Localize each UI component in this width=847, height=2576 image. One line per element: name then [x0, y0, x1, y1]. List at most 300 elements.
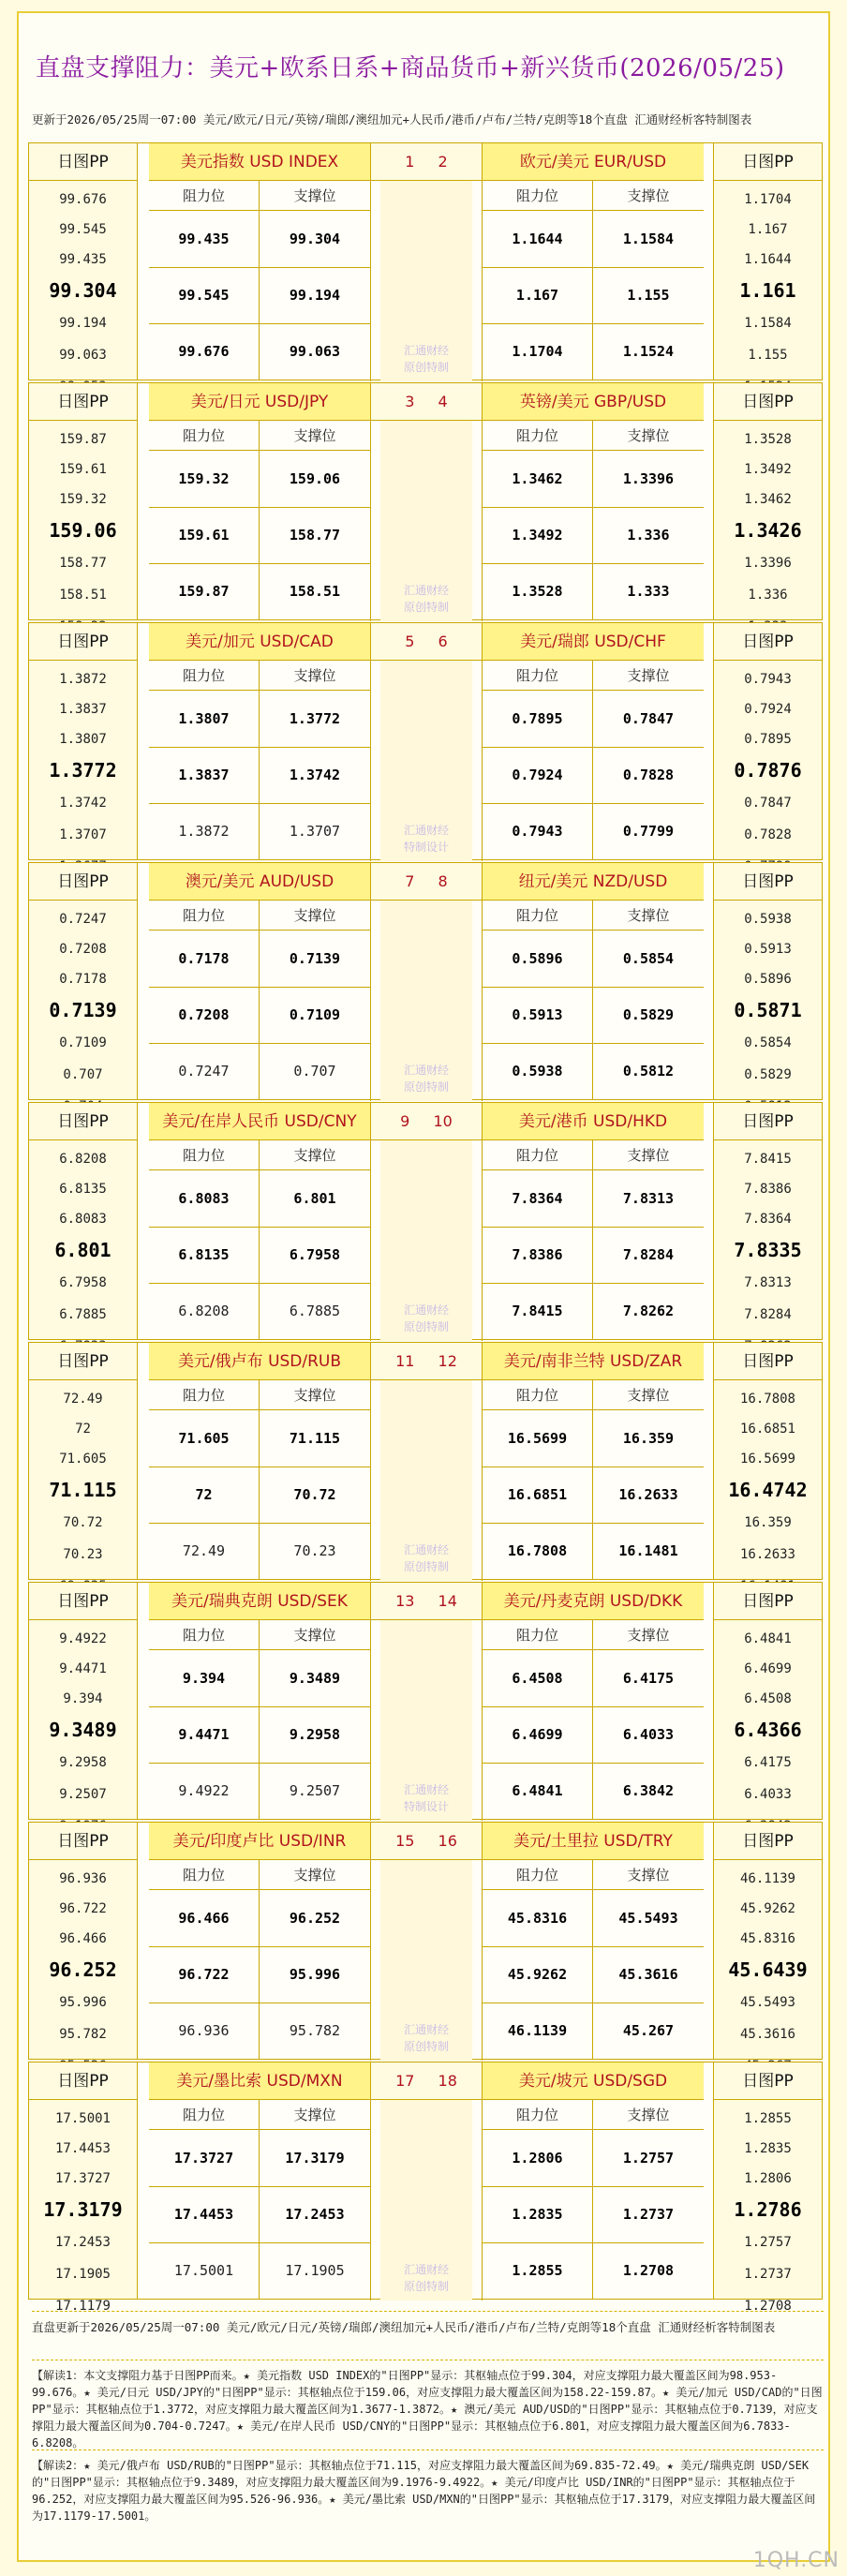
pp-level-value: 1.1584: [744, 316, 792, 331]
resistance-value: 96.466: [149, 1890, 260, 1946]
divider: [32, 2311, 824, 2312]
pair-name: 美元/瑞郎 USD/CHF: [483, 623, 704, 661]
pair-table: [483, 623, 704, 861]
pair-table: [149, 623, 370, 861]
watermark-line: 汇通财经: [403, 1303, 449, 1317]
support-header: 支撑位: [593, 2100, 704, 2130]
pair-number-right: 8: [438, 872, 448, 890]
resistance-value: 96.936: [149, 2003, 260, 2059]
watermark: [380, 1781, 472, 1815]
daily-pp-column-left: [29, 1103, 138, 1339]
resistance-value: 6.4699: [483, 1706, 593, 1763]
support-value: 9.2507: [289, 1782, 341, 1799]
support-value: 95.996: [289, 1966, 341, 1983]
pp-level-value: 1.155: [748, 348, 788, 363]
support-value: 9.2958: [289, 1726, 341, 1743]
resistance-value: 6.8083: [149, 1170, 260, 1227]
pp-level-value: 0.5938: [744, 912, 792, 927]
pp-level-value: 17.5001: [54, 2111, 111, 2126]
pp-level-value: 0.7178: [59, 972, 107, 987]
pair-number-right: 6: [438, 633, 448, 650]
watermark-line: 特制设计: [403, 841, 449, 854]
daily-pp-column-right: [713, 383, 822, 619]
pair-number-right: 4: [438, 393, 448, 410]
support-header: 支撑位: [593, 661, 704, 691]
pair-block: [28, 1822, 823, 2060]
pp-level-value: 17.1905: [54, 2267, 111, 2282]
pair-number-right: 14: [438, 1592, 457, 1610]
pair-name: 澳元/美元 AUD/USD: [149, 863, 370, 901]
daily-pp-column-left: [29, 623, 138, 859]
pair-table: [149, 2062, 370, 2301]
pair-name: 美元/加元 USD/CAD: [149, 623, 370, 661]
pair-block: [28, 142, 823, 380]
update-info: 更新于2026/05/25周一07:00 美元/欧元/日元/英镑/瑞郎/澳纽加元+人民币/港币/卢布/兰特/克朗等18个直盘 汇通财经析客特制图表: [32, 112, 752, 127]
pp-level-value: 17.1179: [54, 2299, 111, 2314]
watermark-line: 汇通财经: [403, 824, 449, 837]
support-value: 70.72: [293, 1486, 336, 1503]
resistance-header: 阻力位: [483, 901, 593, 931]
pair-table: [149, 863, 370, 1101]
resistance-header: 阻力位: [149, 901, 260, 931]
support-value: 6.801: [293, 1190, 336, 1207]
pair-table: [149, 143, 370, 381]
resistance-value: 0.7178: [149, 931, 260, 987]
pp-level-value: 96.936: [59, 1871, 107, 1886]
resistance-value: 7.8364: [483, 1170, 593, 1227]
resistance-header: 阻力位: [149, 181, 260, 211]
pivot-point-value: 1.161: [739, 279, 796, 302]
pair-name: 美元/土里拉 USD/TRY: [483, 1823, 704, 1860]
pp-header: 日图PP: [29, 1343, 137, 1380]
support-value: 1.333: [627, 583, 670, 600]
daily-pp-column-right: [713, 1823, 822, 2059]
support-header: 支撑位: [593, 181, 704, 211]
pp-level-value: 99.063: [59, 348, 107, 363]
daily-pp-column-right: [713, 2062, 822, 2314]
support-value: 0.5854: [622, 950, 675, 967]
pair-number-right: 16: [438, 1832, 457, 1850]
pair-number-column: [370, 863, 483, 1101]
watermark-line: 汇通财经: [403, 344, 449, 357]
pp-level-value: 1.2708: [744, 2299, 792, 2314]
watermark-line: 汇通财经: [403, 1543, 449, 1556]
pp-level-value: 1.1704: [744, 192, 792, 207]
support-header: 支撑位: [260, 901, 370, 931]
support-value: 17.1905: [285, 2262, 345, 2279]
support-header: 支撑位: [260, 421, 370, 451]
pp-level-value: 0.7847: [744, 796, 792, 811]
pair-table: [149, 1583, 370, 1821]
support-value: 45.267: [622, 2022, 675, 2039]
pp-level-value: 0.7247: [59, 912, 107, 927]
resistance-value: 159.87: [149, 563, 260, 619]
daily-pp-column-left: [29, 1823, 138, 2059]
pair-number-left: 7: [405, 872, 415, 890]
resistance-value: 0.7924: [483, 747, 593, 803]
support-value: 1.3707: [289, 823, 341, 840]
daily-pp-column-left: [29, 383, 138, 619]
pp-header: 日图PP: [714, 2062, 822, 2100]
pp-level-value: 6.7958: [59, 1275, 107, 1290]
support-value: 99.063: [289, 343, 341, 360]
support-value: 1.1584: [622, 231, 675, 247]
pair-number-left: 15: [395, 1832, 415, 1850]
pp-level-value: 6.4699: [744, 1661, 792, 1676]
pp-level-value: 16.7808: [739, 1392, 795, 1407]
support-header: 支撑位: [260, 2100, 370, 2130]
page-title: 直盘支撑阻力：美元+欧系日系+商品货币+新兴货币(2026/05/25): [36, 54, 785, 82]
resistance-value: 1.3872: [149, 803, 260, 859]
pair-name: 美元/俄卢布 USD/RUB: [149, 1343, 370, 1380]
resistance-value: 1.2855: [483, 2242, 593, 2299]
pair-number-left: 3: [405, 393, 415, 410]
pp-level-value: 0.5896: [744, 972, 792, 987]
support-value: 6.4175: [622, 1670, 675, 1687]
resistance-value: 99.545: [149, 267, 260, 323]
pp-level-value: 1.3528: [744, 432, 792, 447]
resistance-header: 阻力位: [483, 1860, 593, 1890]
resistance-value: 0.7943: [483, 803, 593, 859]
support-value: 9.3489: [289, 1670, 341, 1687]
pivot-point-value: 96.252: [49, 1958, 117, 1981]
watermark-line: 特制设计: [403, 1800, 449, 1813]
pp-level-value: 45.8316: [739, 1931, 795, 1946]
resistance-value: 0.5896: [483, 931, 593, 987]
pair-number-left: 17: [395, 2072, 415, 2090]
resistance-value: 9.394: [149, 1650, 260, 1706]
pp-level-value: 6.8083: [59, 1212, 107, 1227]
pp-level-value: 46.1139: [739, 1871, 795, 1886]
pp-level-value: 0.5913: [744, 942, 792, 957]
watermark-area: [380, 1380, 472, 1581]
support-value: 99.194: [289, 287, 341, 304]
pp-level-value: 70.23: [63, 1547, 103, 1562]
pp-level-value: 1.3807: [59, 732, 107, 747]
pair-block: [28, 862, 823, 1100]
pp-level-value: 159.32: [59, 492, 107, 507]
pair-block: [28, 622, 823, 860]
resistance-value: 0.5913: [483, 987, 593, 1043]
pp-level-value: 158.77: [59, 556, 107, 571]
pivot-point-value: 159.06: [49, 519, 117, 542]
support-value: 1.1524: [622, 343, 675, 360]
resistance-value: 1.3837: [149, 747, 260, 803]
support-value: 6.3842: [622, 1782, 675, 1799]
pp-level-value: 1.167: [748, 222, 788, 237]
pp-level-value: 99.676: [59, 192, 107, 207]
resistance-value: 159.32: [149, 451, 260, 507]
pp-level-value: 1.336: [748, 588, 788, 603]
pp-header: 日图PP: [29, 1583, 137, 1620]
watermark-line: 原创特制: [403, 1560, 449, 1573]
pair-table: [483, 1583, 704, 1821]
support-header: 支撑位: [593, 1620, 704, 1650]
resistance-value: 1.3462: [483, 451, 593, 507]
support-value: 1.336: [627, 527, 670, 543]
pair-table: [483, 1103, 704, 1341]
resistance-value: 99.676: [149, 323, 260, 380]
support-header: 支撑位: [593, 1860, 704, 1890]
resistance-header: 阻力位: [149, 1620, 260, 1650]
daily-pp-column-right: [713, 1583, 822, 1819]
resistance-value: 17.4453: [149, 2186, 260, 2242]
pp-level-value: 9.394: [63, 1691, 103, 1706]
pp-level-value: 1.2737: [744, 2267, 792, 2282]
resistance-value: 16.5699: [483, 1410, 593, 1467]
watermark-line: 原创特制: [403, 2280, 449, 2293]
daily-pp-column-right: [713, 1103, 822, 1339]
watermark: [380, 1302, 472, 1335]
daily-pp-column-left: [29, 863, 138, 1099]
pair-numbers: [371, 1103, 482, 1140]
pp-level-value: 6.7885: [59, 1307, 107, 1322]
pivot-point-value: 99.304: [49, 279, 117, 302]
resistance-value: 1.1644: [483, 211, 593, 267]
resistance-value: 9.4471: [149, 1706, 260, 1763]
daily-pp-column-right: [713, 143, 822, 380]
support-value: 158.51: [289, 583, 341, 600]
resistance-value: 6.4841: [483, 1763, 593, 1819]
pivot-point-value: 0.7876: [734, 759, 802, 782]
support-value: 6.7885: [289, 1303, 341, 1319]
support-value: 16.1481: [618, 1542, 678, 1559]
support-value: 70.23: [293, 1542, 336, 1559]
support-value: 1.2708: [622, 2262, 675, 2279]
resistance-value: 6.4508: [483, 1650, 593, 1706]
pair-block: [28, 382, 823, 620]
pp-level-value: 1.2855: [744, 2111, 792, 2126]
pair-number-left: 9: [400, 1112, 410, 1130]
pair-number-column: [370, 1103, 483, 1341]
pair-number-column: [370, 1823, 483, 2061]
support-value: 7.8284: [622, 1246, 675, 1263]
pair-numbers: [371, 143, 482, 181]
support-header: 支撑位: [260, 1860, 370, 1890]
pp-level-value: 72: [75, 1422, 91, 1437]
daily-pp-column-right: [713, 863, 822, 1099]
support-value: 1.2757: [622, 2150, 675, 2167]
pair-name: 美元/港币 USD/HKD: [483, 1103, 704, 1140]
pair-numbers: [371, 2062, 482, 2100]
pair-number-column: [370, 143, 483, 381]
pair-table: [149, 1823, 370, 2061]
support-value: 99.304: [289, 231, 341, 247]
pair-number-column: [370, 623, 483, 861]
pair-name: 英镑/美元 GBP/USD: [483, 383, 704, 421]
pp-level-value: 0.5829: [744, 1067, 792, 1082]
pivot-point-value: 0.7139: [49, 999, 117, 1021]
watermark-area: [380, 2100, 472, 2301]
pair-block: [28, 1582, 823, 1820]
support-value: 1.2737: [622, 2206, 675, 2223]
pp-level-value: 1.2835: [744, 2141, 792, 2156]
pair-name: 美元/丹麦克朗 USD/DKK: [483, 1583, 704, 1620]
pp-header: 日图PP: [714, 1343, 822, 1380]
pair-table: [149, 383, 370, 621]
pp-level-value: 1.3872: [59, 672, 107, 687]
watermark-line: 汇通财经: [403, 2263, 449, 2276]
pp-header: 日图PP: [29, 1823, 137, 1860]
resistance-value: 7.8386: [483, 1227, 593, 1283]
resistance-value: 0.7247: [149, 1043, 260, 1099]
pair-number-right: 2: [438, 153, 448, 171]
watermark: [380, 342, 472, 376]
pair-number-right: 12: [438, 1352, 457, 1370]
pivot-point-value: 16.4742: [728, 1479, 808, 1501]
pp-level-value: 45.5493: [739, 1995, 795, 2010]
pp-level-value: 159.87: [59, 432, 107, 447]
pp-level-value: 0.7208: [59, 942, 107, 957]
pp-level-value: 7.8386: [744, 1182, 792, 1197]
pair-table: [483, 143, 704, 381]
support-value: 45.5493: [618, 1910, 678, 1927]
page-container: [17, 11, 830, 2562]
resistance-header: 阻力位: [483, 2100, 593, 2130]
pair-number-left: 5: [405, 633, 415, 650]
pp-level-value: 158.51: [59, 588, 107, 603]
watermark-area: [380, 181, 472, 381]
pivot-point-value: 7.8335: [734, 1239, 802, 1261]
pair-name: 美元指数 USD INDEX: [149, 143, 370, 181]
support-value: 95.782: [289, 2022, 341, 2039]
support-value: 17.2453: [285, 2206, 345, 2223]
watermark: [380, 1062, 472, 1095]
support-header: 支撑位: [260, 1140, 370, 1170]
support-value: 0.7828: [622, 767, 675, 783]
site-logo: 1QH.CN: [752, 2549, 840, 2572]
pp-level-value: 1.3396: [744, 556, 792, 571]
pp-level-value: 17.2453: [54, 2235, 111, 2250]
watermark-line: 汇通财经: [403, 584, 449, 597]
support-value: 16.2633: [618, 1486, 678, 1503]
pair-name: 美元/瑞典克朗 USD/SEK: [149, 1583, 370, 1620]
pair-table: [149, 1103, 370, 1341]
pair-number-left: 11: [395, 1352, 415, 1370]
resistance-value: 1.2806: [483, 2130, 593, 2186]
watermark-area: [380, 1860, 472, 2061]
pair-numbers: [371, 623, 482, 661]
pp-level-value: 17.4453: [54, 2141, 111, 2156]
resistance-header: 阻力位: [483, 1380, 593, 1410]
pivot-point-value: 9.3489: [49, 1719, 117, 1741]
pp-header: 日图PP: [714, 623, 822, 661]
watermark-area: [380, 421, 472, 621]
resistance-header: 阻力位: [149, 421, 260, 451]
pp-level-value: 96.466: [59, 1931, 107, 1946]
pp-level-value: 45.9262: [739, 1901, 795, 1916]
support-header: 支撑位: [593, 421, 704, 451]
pp-header: 日图PP: [29, 143, 137, 181]
resistance-header: 阻力位: [483, 661, 593, 691]
pair-name: 美元/坡元 USD/SGD: [483, 2062, 704, 2100]
pair-number-left: 13: [395, 1592, 415, 1610]
pivot-point-value: 1.3426: [734, 519, 802, 542]
pp-level-value: 6.8208: [59, 1152, 107, 1167]
resistance-header: 阻力位: [149, 1140, 260, 1170]
pivot-point-value: 6.801: [54, 1239, 111, 1261]
pp-level-value: 159.61: [59, 462, 107, 477]
support-value: 6.7958: [289, 1246, 341, 1263]
pp-level-value: 0.5854: [744, 1035, 792, 1050]
support-value: 1.3742: [289, 767, 341, 783]
pair-number-column: [370, 2062, 483, 2301]
resistance-header: 阻力位: [483, 1620, 593, 1650]
interpretation-note-1: 【解读1：本文支撑阻力基于日图PP而来。★ 美元指数 USD INDEX的"日图PP"显示：其枢轴点位于99.304，对应支撑阻力最大覆盖区间为98.953-99.676。★ 美元/日元 USD/JPY的"日图PP"显示：其枢轴点位于159.06，对应支撑阻力最大覆盖区间为158.22-159.87。★ 美元/加元 USD/CAD的"日图PP"显示：其枢轴点位于1.3772，对应支撑阻力最大覆盖区间为1.3677-1.3872。★ 澳元/美元 AUD/USD的"日图PP"显示：其枢轴点位于0.7139，对应支撑阻力最大覆盖区间为0.704-0.7247。★ 美元/在岸人民币 USD/CNY的"日图PP"显示：其枢轴点位于6.801，对应支撑阻力最大覆盖区间为6.7833-6.8208。: [32, 2369, 823, 2449]
pp-level-value: 7.8284: [744, 1307, 792, 1322]
pivot-point-value: 1.3772: [49, 759, 117, 782]
pivot-point-value: 1.2786: [734, 2198, 802, 2221]
resistance-value: 6.8135: [149, 1227, 260, 1283]
daily-pp-column-left: [29, 1343, 138, 1579]
pp-level-value: 1.3742: [59, 796, 107, 811]
watermark-line: 原创特制: [403, 2040, 449, 2053]
support-value: 1.3772: [289, 710, 341, 727]
pp-level-value: 16.2633: [739, 1547, 795, 1562]
support-value: 0.7847: [622, 710, 675, 727]
support-value: 0.7139: [289, 950, 341, 967]
support-value: 159.06: [289, 470, 341, 487]
resistance-value: 0.7895: [483, 691, 593, 747]
resistance-header: 阻力位: [149, 2100, 260, 2130]
pair-block: [28, 1342, 823, 1580]
resistance-value: 71.605: [149, 1410, 260, 1467]
resistance-header: 阻力位: [483, 181, 593, 211]
pp-header: 日图PP: [714, 1583, 822, 1620]
watermark: [380, 2261, 472, 2295]
resistance-value: 45.8316: [483, 1890, 593, 1946]
pp-level-value: 1.3492: [744, 462, 792, 477]
footer-update-info: 直盘更新于2026/05/25周一07:00 美元/欧元/日元/英镑/瑞郎/澳纽加元+人民币/港币/卢布/兰特/克朗等18个直盘 汇通财经析客特制图表: [32, 2320, 776, 2334]
support-value: 0.7109: [289, 1006, 341, 1023]
pp-level-value: 1.2757: [744, 2235, 792, 2250]
resistance-value: 1.3528: [483, 563, 593, 619]
pp-level-value: 1.3707: [59, 827, 107, 842]
pp-level-value: 1.1644: [744, 252, 792, 267]
watermark-line: 原创特制: [403, 601, 449, 614]
pivot-point-value: 45.6439: [728, 1958, 808, 1981]
pp-header: 日图PP: [29, 1103, 137, 1140]
support-value: 0.5812: [622, 1063, 675, 1080]
resistance-value: 0.5938: [483, 1043, 593, 1099]
pp-level-value: 0.7943: [744, 672, 792, 687]
pp-level-value: 1.3837: [59, 702, 107, 717]
pp-header: 日图PP: [29, 2062, 137, 2100]
pp-header: 日图PP: [714, 1103, 822, 1140]
resistance-value: 1.3807: [149, 691, 260, 747]
pair-name: 美元/在岸人民币 USD/CNY: [149, 1103, 370, 1140]
resistance-value: 9.4922: [149, 1763, 260, 1819]
pivot-point-value: 71.115: [49, 1479, 117, 1501]
support-header: 支撑位: [260, 181, 370, 211]
support-header: 支撑位: [260, 1380, 370, 1410]
pp-level-value: 6.4175: [744, 1755, 792, 1770]
resistance-value: 45.9262: [483, 1946, 593, 2003]
pp-level-value: 95.996: [59, 1995, 107, 2010]
pp-level-value: 99.194: [59, 316, 107, 331]
pp-level-value: 96.722: [59, 1901, 107, 1916]
pair-block: [28, 1102, 823, 1340]
pp-level-value: 1.2806: [744, 2171, 792, 2186]
pp-level-value: 17.3727: [54, 2171, 111, 2186]
pp-level-value: 99.545: [59, 222, 107, 237]
pair-numbers: [371, 383, 482, 421]
pair-name: 美元/日元 USD/JPY: [149, 383, 370, 421]
support-value: 71.115: [289, 1430, 341, 1447]
pair-numbers: [371, 1823, 482, 1860]
pair-name: 美元/墨比索 USD/MXN: [149, 2062, 370, 2100]
resistance-value: 99.435: [149, 211, 260, 267]
